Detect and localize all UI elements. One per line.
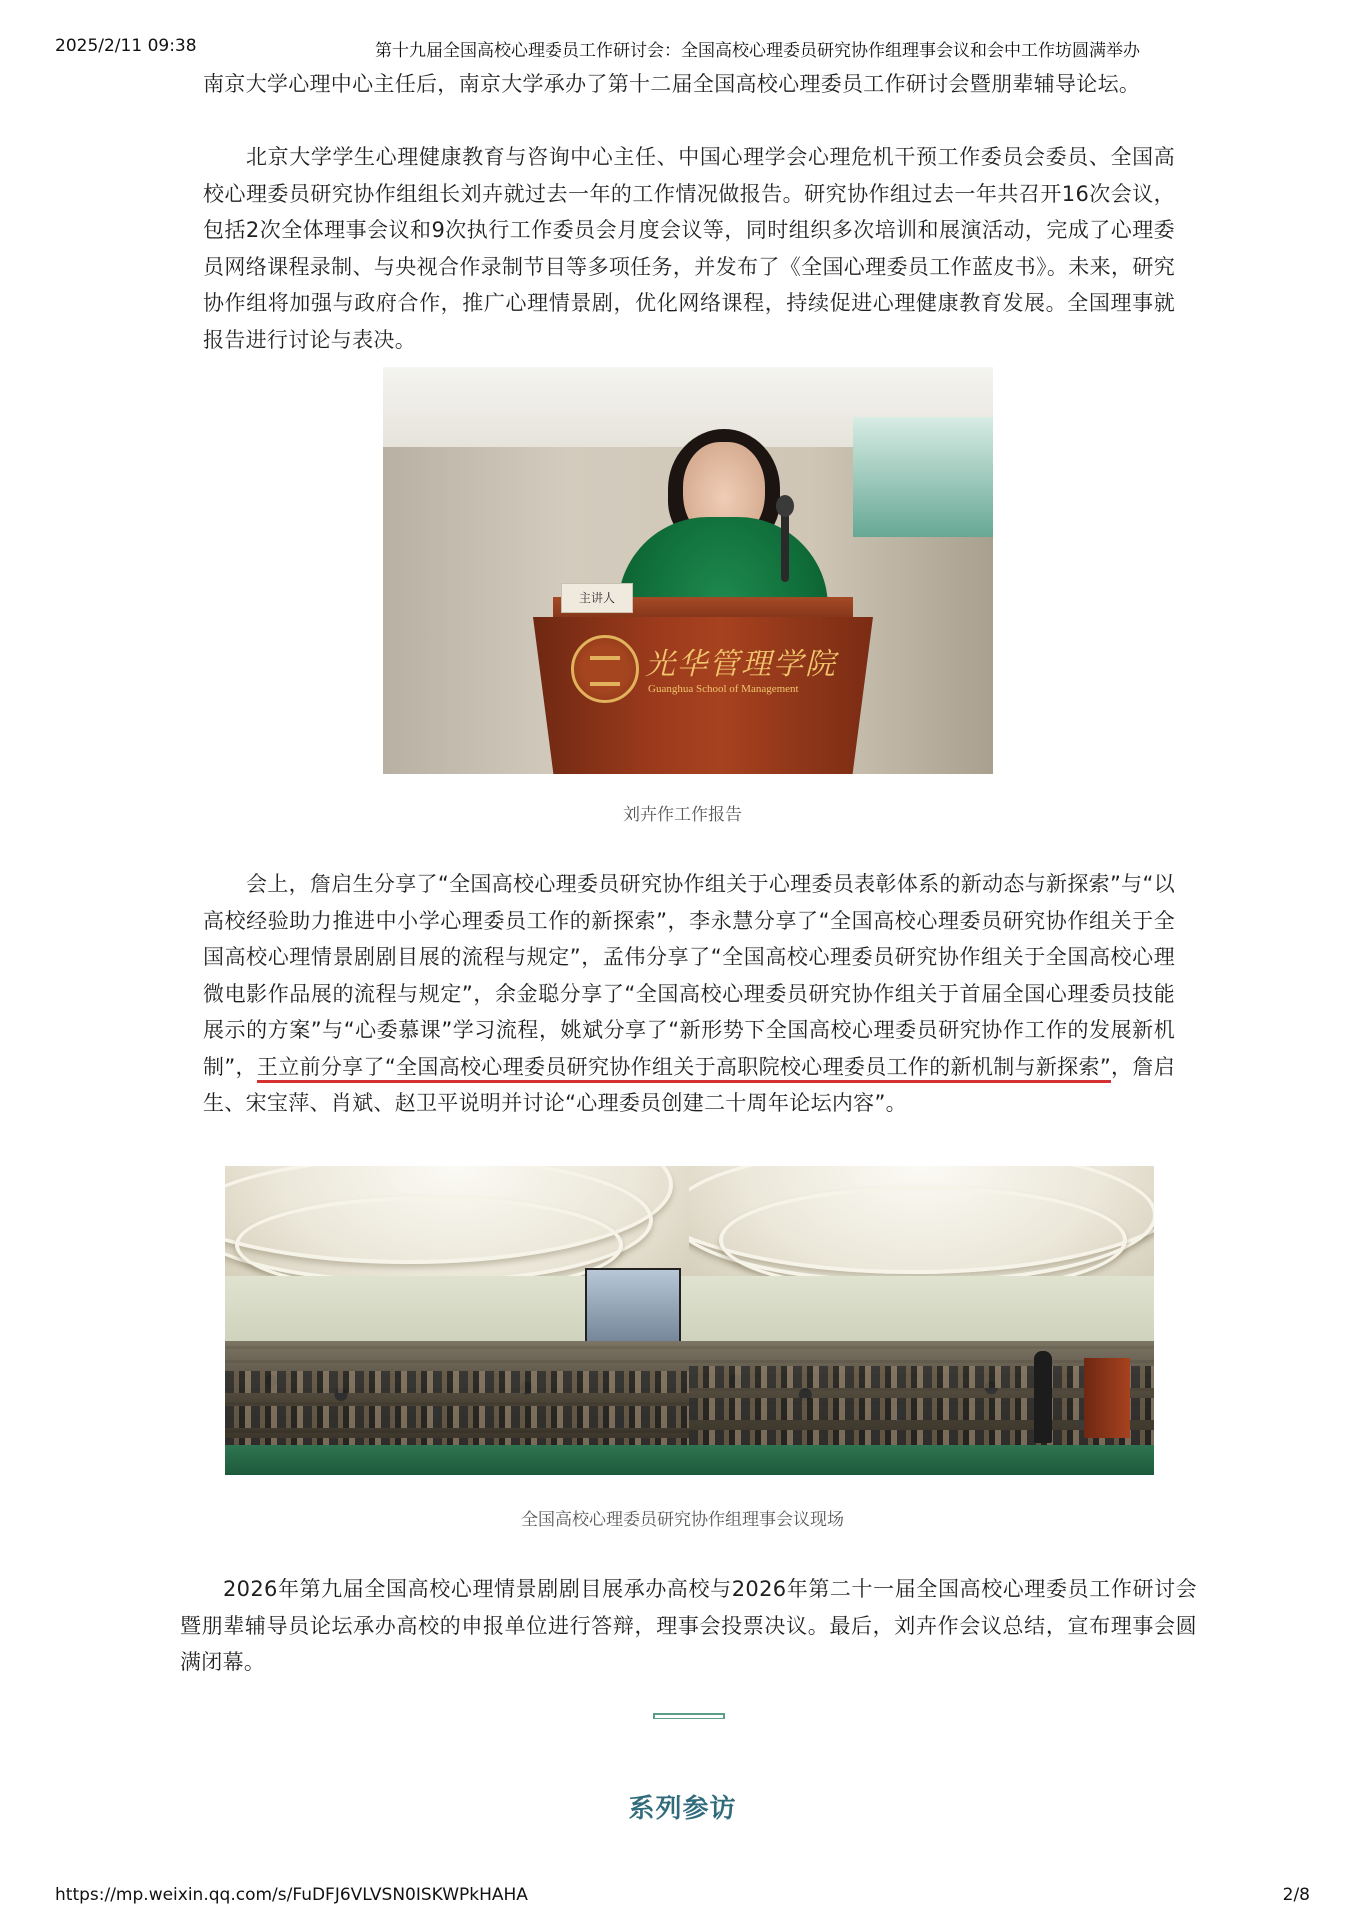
print-footer xyxy=(55,1885,1310,1909)
nameplate: 主讲人 xyxy=(561,583,633,613)
meeting-photo-right xyxy=(689,1166,1154,1475)
section-title: 系列参访 xyxy=(628,1794,737,1824)
print-url: https://mp.weixin.qq.com/s/FuDFJ6VLVSN0ISKWPkHAHA xyxy=(55,1885,528,1905)
sharing-text-before: 会上，詹启生分享了“全国高校心理委员研究协作组关于心理委员表彰体系的新动态与新探索”与“以高校经验助力推进中小学心理委员工作的新探索”，李永慧分享了“全国高校心理委员研究协作组关于全国高校心理情景剧剧目展的流程与规定”，孟伟分享了“全国高校心理委员研究协作组关于全国高校心理微电影作品展的流程与规定”，余金聪分享了“全国高校心理委员研究协作组关于首届全国心理委员技能展示的方案”与“心委慕课”学习流程，姚斌分享了“新形势下全国高校心理委员研究协作工作的发展新机制”， xyxy=(203,872,1175,1079)
meeting-photo-left xyxy=(225,1166,689,1475)
school-name-en: Guanghua School of Management xyxy=(648,683,799,695)
closing-paragraph: 2026年第九届全国高校心理情景剧剧目展承办高校与2026年第二十一届全国高校心理委员工作研讨会暨朋辈辅导员论坛承办高校的申报单位进行答辩，理事会投票决议。最后，刘卉作会议总结，宣布理事会圆满闭幕。 xyxy=(180,1577,1197,1674)
print-title: 第十九届全国高校心理委员工作研讨会：全国高校心理委员研究协作组理事会议和会中工作坊圆满举办 xyxy=(375,41,1140,61)
print-datetime: 2025/2/11 09:38 xyxy=(55,36,197,56)
microphone-icon xyxy=(781,507,789,582)
meeting-photo-caption: 全国高校心理委员研究协作组理事会议现场 xyxy=(521,1510,844,1530)
print-header xyxy=(55,36,1310,60)
report-paragraph: 北京大学学生心理健康教育与咨询中心主任、中国心理学会心理危机干预工作委员会委员、全国高校心理委员研究协作组组长刘卉就过去一年的工作情况做报告。研究协作组过去一年共召开16次会议，包括2次全体理事会议和9次执行工作委员会月度会议等，同时组织多次培训和展演活动，完成了心理委员网络课程录制、与央视合作录制节目等多项任务，并发布了《全国心理委员工作蓝皮书》。未来，研究协作组将加强与政府合作，推广心理情景剧，优化网络课程，持续促进心理健康教育发展。全国理事就报告进行讨论与表决。 xyxy=(203,145,1175,352)
projection-screen xyxy=(585,1268,681,1352)
page-number: 2/8 xyxy=(1282,1885,1310,1905)
presenter-figure xyxy=(1034,1351,1052,1443)
university-seal-icon xyxy=(571,635,639,703)
highlighted-sharing-text: 王立前分享了“全国高校心理委员研究协作组关于高职院校心理委员工作的新机制与新探索” xyxy=(257,1055,1111,1083)
sharing-paragraph xyxy=(203,866,1175,1122)
speaker-photo-caption: 刘卉作工作报告 xyxy=(623,805,742,825)
speaker-photo xyxy=(383,367,993,774)
sharing-text-after: ，詹启生、宋宝萍、肖斌、赵卫平说明并讨论“心理委员创建二十周年论坛内容”。 xyxy=(203,1054,1176,1115)
section-divider xyxy=(653,1713,725,1719)
school-name-cn: 光华管理学院 xyxy=(645,647,837,682)
intro-tail-paragraph: 南京大学心理中心主任后，南京大学承办了第十二届全国高校心理委员工作研讨会暨朋辈辅导论坛。 xyxy=(203,72,1141,96)
